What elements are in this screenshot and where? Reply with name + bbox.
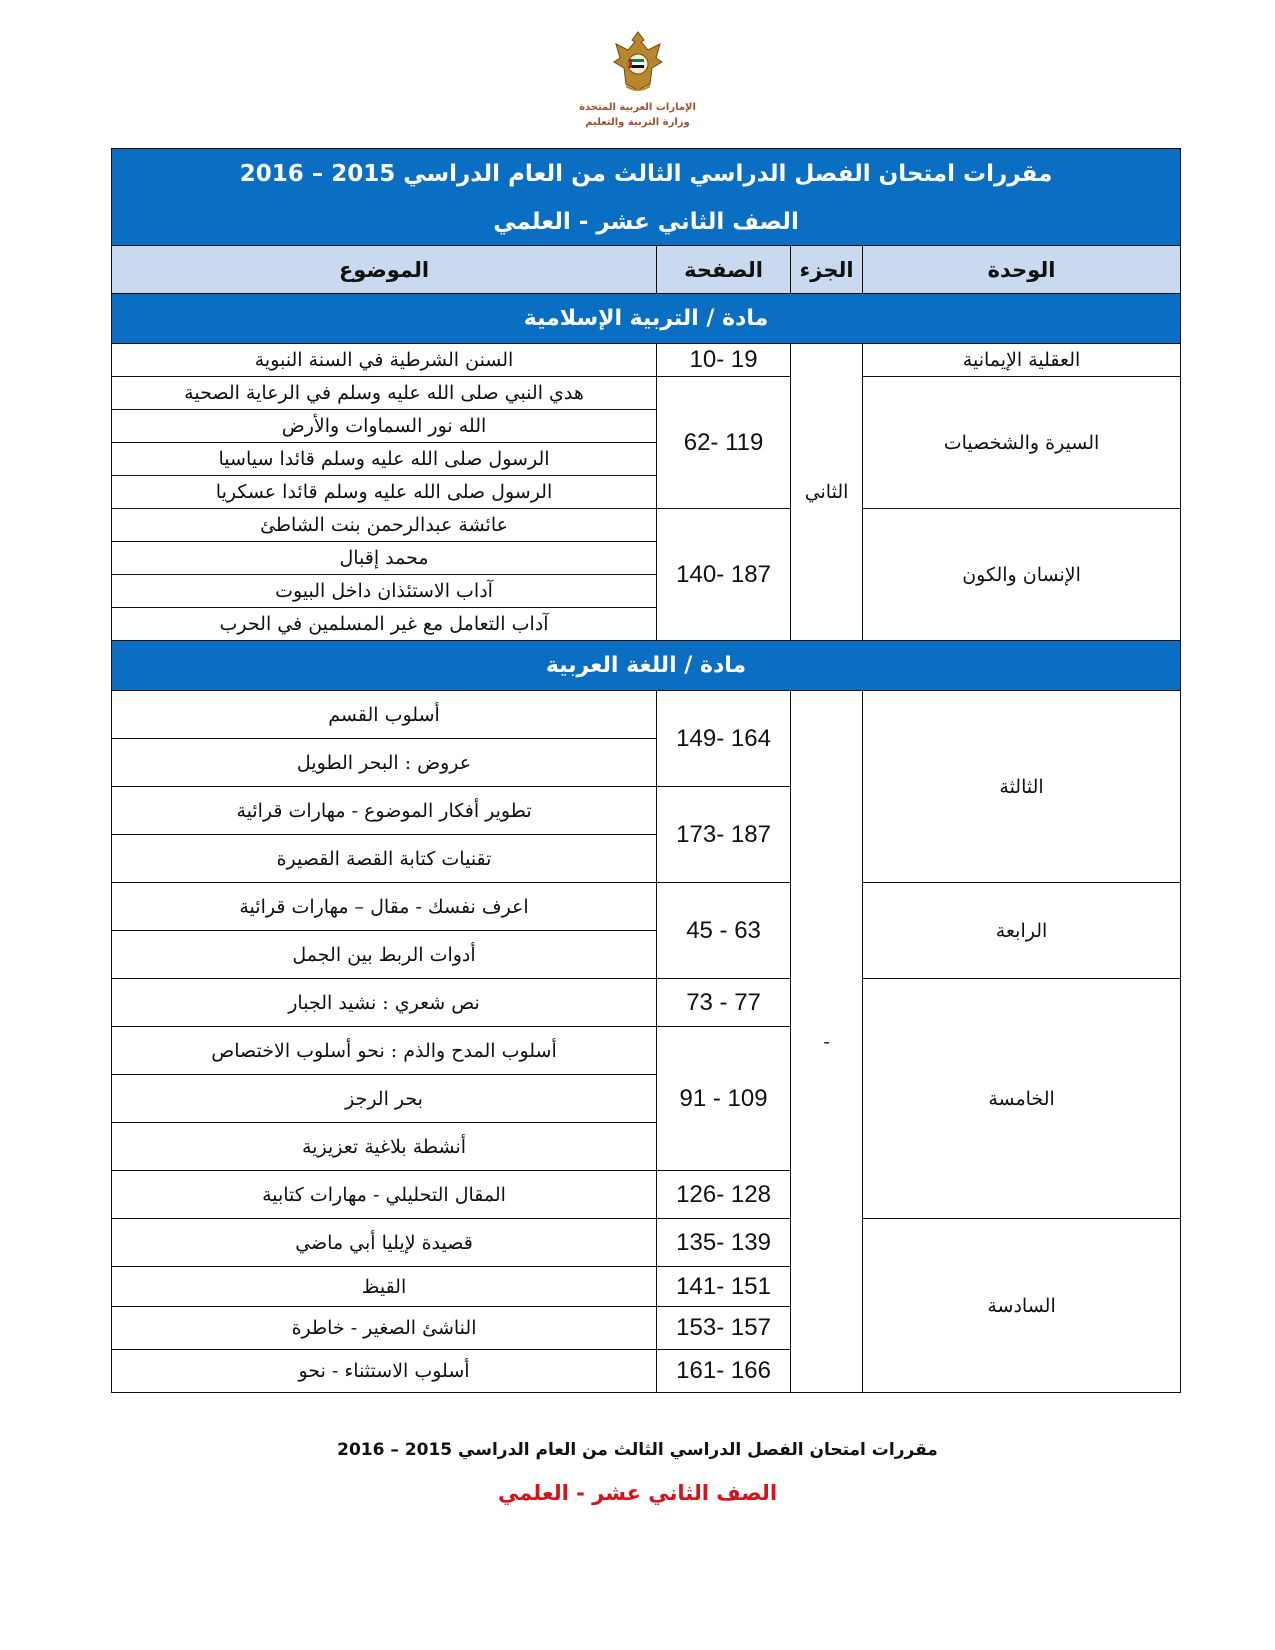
topic-cell: هدي النبي صلى الله عليه وسلم في الرعاية الصحية bbox=[112, 377, 657, 410]
table-row bbox=[112, 1219, 1181, 1267]
page-cell: 140- 187 bbox=[657, 509, 791, 641]
topic-cell: عائشة عبدالرحمن بنت الشاطئ bbox=[112, 509, 657, 542]
topic-cell: القيظ bbox=[112, 1267, 657, 1307]
header-page: الصفحة bbox=[657, 246, 791, 294]
footer-subtitle: الصف الثاني عشر - العلمي bbox=[497, 1481, 778, 1505]
page-cell: 135- 139 bbox=[657, 1219, 791, 1267]
logo-text-ministry: وزارة التربية والتعليم bbox=[585, 117, 690, 128]
table-row bbox=[112, 691, 1181, 739]
unit-cell: السادسة bbox=[863, 1219, 1181, 1393]
page-cell: 149- 164 bbox=[657, 691, 791, 787]
header-unit: الوحدة bbox=[863, 246, 1181, 294]
table-row bbox=[112, 883, 1181, 931]
footer-title: مقررات امتحان الفصل الدراسي الثالث من العام الدراسي 2015 – 2016 bbox=[337, 1440, 938, 1460]
unit-cell: السيرة والشخصيات bbox=[863, 377, 1181, 509]
page-cell: 126- 128 bbox=[657, 1171, 791, 1219]
page-cell: 153- 157 bbox=[657, 1307, 791, 1350]
topic-cell: اعرف نفسك - مقال – مهارات قرائية bbox=[112, 883, 657, 931]
table-subtitle: الصف الثاني عشر - العلمي bbox=[112, 198, 1181, 246]
table-row bbox=[112, 377, 1181, 410]
topic-cell: قصيدة لإيليا أبي ماضي bbox=[112, 1219, 657, 1267]
exam-syllabus-table bbox=[111, 148, 1181, 1393]
subject-arabic: مادة / اللغة العربية bbox=[112, 641, 1181, 691]
unit-cell: العقلية الإيمانية bbox=[863, 344, 1181, 377]
topic-cell: أسلوب المدح والذم : نحو أسلوب الاختصاص bbox=[112, 1027, 657, 1075]
falcon-emblem-icon bbox=[608, 28, 668, 94]
logo-text-country: الإمارات العربية المتحدة bbox=[579, 102, 696, 113]
header-topic: الموضوع bbox=[112, 246, 657, 294]
table-row bbox=[112, 344, 1181, 377]
ministry-logo bbox=[0, 28, 1275, 130]
page-cell: 161- 166 bbox=[657, 1350, 791, 1393]
topic-cell: الناشئ الصغير - خاطرة bbox=[112, 1307, 657, 1350]
table-row bbox=[112, 509, 1181, 542]
topic-cell: نص شعري : نشيد الجبار bbox=[112, 979, 657, 1027]
topic-cell: الرسول صلى الله عليه وسلم قائدا عسكريا bbox=[112, 476, 657, 509]
topic-cell: بحر الرجز bbox=[112, 1075, 657, 1123]
topic-cell: محمد إقبال bbox=[112, 542, 657, 575]
unit-cell: الرابعة bbox=[863, 883, 1181, 979]
topic-cell: الله نور السماوات والأرض bbox=[112, 410, 657, 443]
topic-cell: الرسول صلى الله عليه وسلم قائدا سياسيا bbox=[112, 443, 657, 476]
part-cell: الثاني bbox=[791, 344, 863, 641]
topic-cell: آداب التعامل مع غير المسلمين في الحرب bbox=[112, 608, 657, 641]
page-cell: 173- 187 bbox=[657, 787, 791, 883]
header-part: الجزء bbox=[791, 246, 863, 294]
topic-cell: المقال التحليلي - مهارات كتابية bbox=[112, 1171, 657, 1219]
table-title: مقررات امتحان الفصل الدراسي الثالث من العام الدراسي 2015 – 2016 bbox=[112, 149, 1181, 199]
topic-cell: آداب الاستئذان داخل البيوت bbox=[112, 575, 657, 608]
unit-cell: الخامسة bbox=[863, 979, 1181, 1219]
topic-cell: أسلوب الاستثناء - نحو bbox=[112, 1350, 657, 1393]
topic-cell: السنن الشرطية في السنة النبوية bbox=[112, 344, 657, 377]
table-row bbox=[112, 979, 1181, 1027]
page-cell: 141- 151 bbox=[657, 1267, 791, 1307]
page-cell: 73 - 77 bbox=[657, 979, 791, 1027]
page-cell: 62- 119 bbox=[657, 377, 791, 509]
topic-cell: أنشطة بلاغية تعزيزية bbox=[112, 1123, 657, 1171]
topic-cell: أدوات الربط بين الجمل bbox=[112, 931, 657, 979]
topic-cell: عروض : البحر الطويل bbox=[112, 739, 657, 787]
page-cell: 10- 19 bbox=[657, 344, 791, 377]
unit-cell: الثالثة bbox=[863, 691, 1181, 883]
page-cell: 45 - 63 bbox=[657, 883, 791, 979]
topic-cell: تطوير أفكار الموضوع - مهارات قرائية bbox=[112, 787, 657, 835]
topic-cell: أسلوب القسم bbox=[112, 691, 657, 739]
topic-cell: تقنيات كتابة القصة القصيرة bbox=[112, 835, 657, 883]
unit-cell: الإنسان والكون bbox=[863, 509, 1181, 641]
page-cell: 91 - 109 bbox=[657, 1027, 791, 1171]
part-cell: - bbox=[791, 691, 863, 1393]
column-headers bbox=[112, 246, 1181, 294]
subject-islamic: مادة / التربية الإسلامية bbox=[112, 294, 1181, 344]
